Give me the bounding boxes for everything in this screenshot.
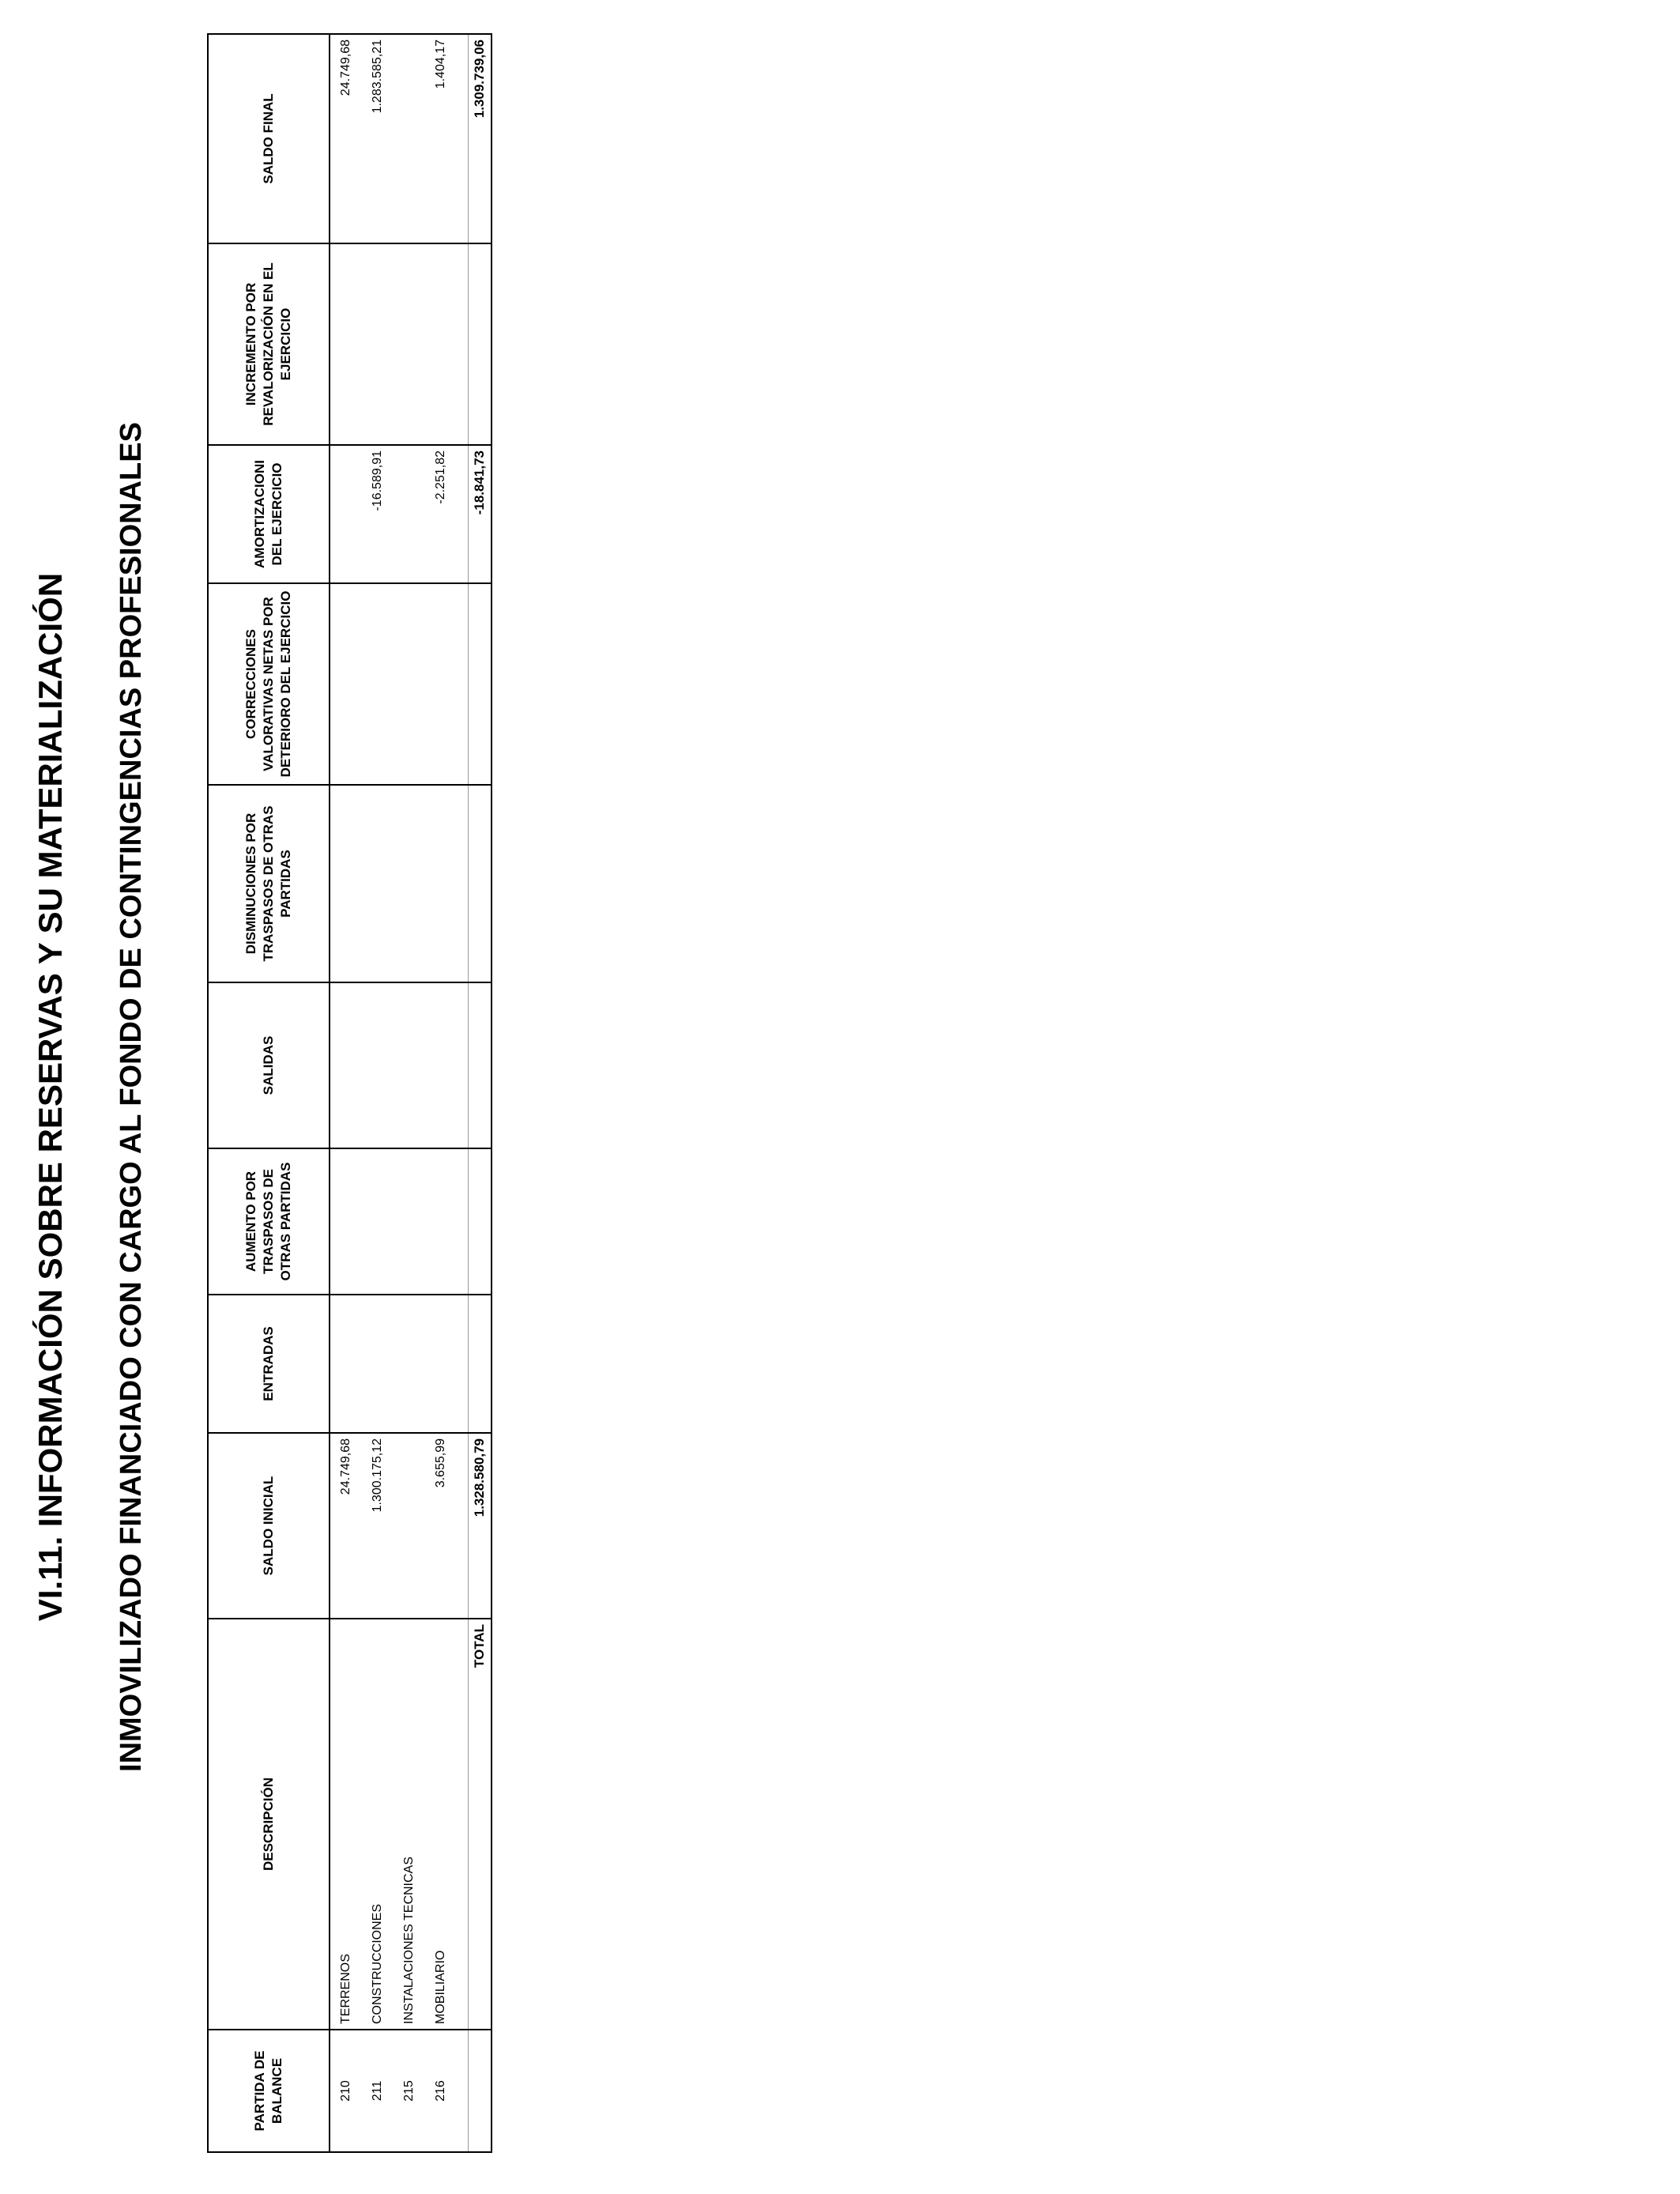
cell-saldo-final: 1.283.585,21 [362, 34, 394, 243]
cell-incremento [394, 243, 425, 445]
cell-amortizaciones: -16.589,91 [362, 445, 394, 583]
cell-aumento [394, 1148, 425, 1295]
header-disminuciones: DISMINUCIONES POR TRASPASOS DE OTRAS PARTIDAS [208, 785, 330, 982]
cell-saldo-inicial: 3.655,99 [425, 1433, 457, 1619]
total-correcciones [469, 583, 492, 785]
total-aumento [469, 1148, 492, 1295]
cell-saldo-inicial: 1.300.175,12 [362, 1433, 394, 1619]
cell-descripcion: INSTALACIONES TECNICAS [394, 1619, 425, 2030]
page-subtitle: INMOVILIZADO FINANCIADO CON CARGO AL FONDO DE CONTINGENCIAS PROFESIONALES [115, 422, 148, 1772]
cell-correcciones [425, 583, 457, 785]
spacer-row [457, 34, 469, 2152]
header-amortizaciones: AMORTIZACIONI DEL EJERCICIO [208, 445, 330, 583]
cell-descripcion: CONSTRUCCIONES [362, 1619, 394, 2030]
page-title: VI.11. INFORMACIÓN SOBRE RESERVAS Y SU MATERIALIZACIÓN [32, 572, 69, 1622]
header-descripcion: DESCRIPCIÓN [208, 1619, 330, 2030]
cell-entradas [362, 1295, 394, 1433]
header-row [208, 34, 330, 2152]
cell-disminuciones [330, 785, 362, 982]
header-saldo-inicial: SALDO INICIAL [208, 1433, 330, 1619]
cell-disminuciones [394, 785, 425, 982]
cell-amortizaciones [394, 445, 425, 583]
cell-amortizaciones [330, 445, 362, 583]
cell-partida: 210 [330, 2030, 362, 2152]
total-incremento [469, 243, 492, 445]
cell-saldo-inicial: 24.749,68 [330, 1433, 362, 1619]
cell-incremento [362, 243, 394, 445]
header-correcciones: CORRECCIONES VALORATIVAS NETAS POR DETERIORO DEL EJERCICIO [208, 583, 330, 785]
total-entradas [469, 1295, 492, 1433]
total-saldo-inicial: 1.328.580,79 [469, 1433, 492, 1619]
cell-salidas [425, 982, 457, 1148]
table-row [362, 34, 394, 2152]
cell-correcciones [362, 583, 394, 785]
cell-salidas [330, 982, 362, 1148]
total-saldo-final: 1.309.739,06 [469, 34, 492, 243]
cell-disminuciones [362, 785, 394, 982]
cell-entradas [330, 1295, 362, 1433]
total-amortizaciones: -18.841,73 [469, 445, 492, 583]
total-disminuciones [469, 785, 492, 982]
cell-saldo-final: 1.404,17 [425, 34, 457, 243]
assets-table [207, 33, 492, 2153]
cell-amortizaciones: -2.251,82 [425, 445, 457, 583]
header-salidas: SALIDAS [208, 982, 330, 1148]
cell-incremento [425, 243, 457, 445]
cell-salidas [362, 982, 394, 1148]
cell-descripcion: MOBILIARIO [425, 1619, 457, 2030]
cell-entradas [425, 1295, 457, 1433]
cell-aumento [425, 1148, 457, 1295]
cell-descripcion: TERRENOS [330, 1619, 362, 2030]
total-row [469, 34, 492, 2152]
header-incremento: INCREMENTO POR REVALORIZACIÓN EN EL EJERCICIO [208, 243, 330, 445]
header-saldo-final: SALDO FINAL [208, 34, 330, 243]
cell-partida: 216 [425, 2030, 457, 2152]
cell-incremento [330, 243, 362, 445]
table-row [425, 34, 457, 2152]
header-partida: PARTIDA DE BALANCE [208, 2030, 330, 2152]
total-salidas [469, 982, 492, 1148]
cell-salidas [394, 982, 425, 1148]
cell-partida: 215 [394, 2030, 425, 2152]
cell-disminuciones [425, 785, 457, 982]
cell-saldo-final [394, 34, 425, 243]
table-row [394, 34, 425, 2152]
header-aumento: AUMENTO POR TRASPASOS DE OTRAS PARTIDAS [208, 1148, 330, 1295]
header-entradas: ENTRADAS [208, 1295, 330, 1433]
cell-partida: 211 [362, 2030, 394, 2152]
cell-saldo-final: 24.749,68 [330, 34, 362, 243]
cell-correcciones [330, 583, 362, 785]
cell-saldo-inicial [394, 1433, 425, 1619]
cell-entradas [394, 1295, 425, 1433]
cell-correcciones [394, 583, 425, 785]
table-row [330, 34, 362, 2152]
cell-total-empty [469, 2030, 492, 2152]
cell-aumento [330, 1148, 362, 1295]
total-label: TOTAL [469, 1619, 492, 2030]
cell-aumento [362, 1148, 394, 1295]
